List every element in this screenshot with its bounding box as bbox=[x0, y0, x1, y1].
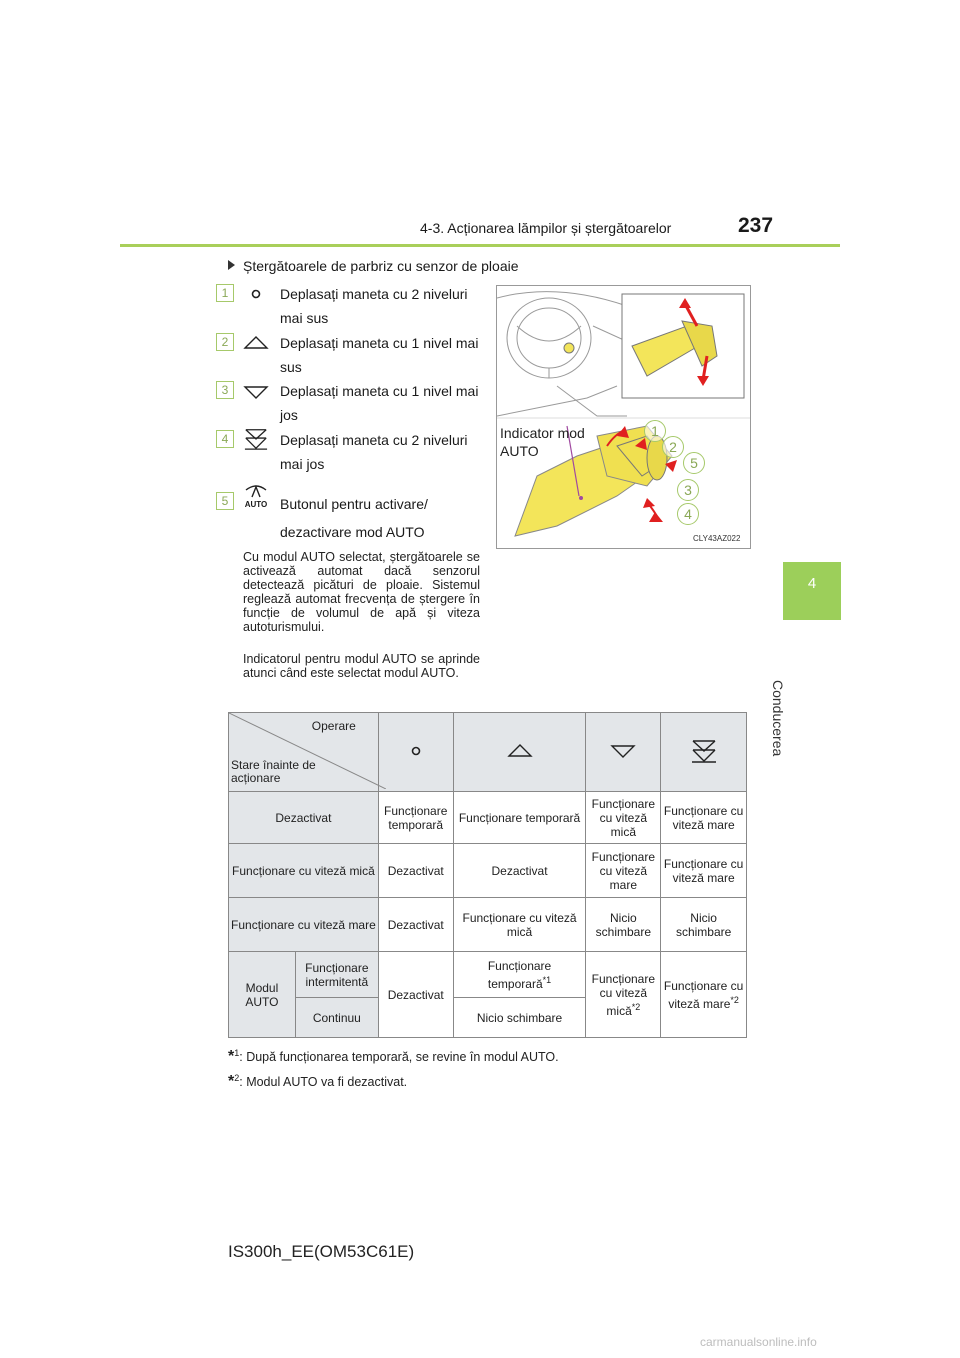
page-number: 237 bbox=[738, 214, 774, 237]
item-number-3: 3 bbox=[216, 381, 234, 399]
table-cell: Dezactivat bbox=[453, 844, 586, 898]
watermark: carmanualsonline.info bbox=[700, 1335, 817, 1349]
callout-1: 1 bbox=[644, 420, 666, 442]
callout-2: 2 bbox=[662, 436, 684, 458]
header-one-up bbox=[453, 713, 586, 792]
table-cell: Dezactivat bbox=[378, 844, 453, 898]
table-row-auto-intermittent bbox=[229, 952, 747, 998]
operation-table bbox=[228, 712, 747, 1038]
item-3-line-2: jos bbox=[280, 407, 298, 423]
row-state: Funcționare cu viteză mare bbox=[229, 898, 379, 952]
table-cell: Dezactivat bbox=[378, 898, 453, 952]
table-cell: Funcționare cu viteză mare bbox=[661, 844, 747, 898]
item-2-line-1: Deplasați maneta cu 1 nivel mai bbox=[280, 335, 479, 351]
auto-indicator-label bbox=[500, 424, 585, 460]
auto-wiper-icon bbox=[240, 482, 272, 512]
table-cell bbox=[453, 952, 586, 998]
high-speed-text: Funcționare cu viteză mare bbox=[663, 978, 744, 1011]
auto-wiper-arc-icon bbox=[240, 482, 272, 502]
low-speed-text: Funcționare cu viteză mică bbox=[591, 971, 656, 1018]
wiper-lever-illustration bbox=[496, 285, 751, 549]
lever-up-one-icon bbox=[240, 332, 272, 356]
bullet-triangle-icon bbox=[228, 260, 235, 270]
callout-5: 5 bbox=[683, 452, 705, 474]
auto-indicator-description: Indicatorul pentru modul AUTO se aprinde atunci când este selectat modul AUTO. bbox=[243, 652, 480, 680]
item-1-line-1: Deplasați maneta cu 2 niveluri bbox=[280, 286, 468, 302]
auto-intermittent-label: Funcționare intermitentă bbox=[295, 952, 378, 998]
intro-heading bbox=[228, 258, 519, 274]
corner-operation-label: Operare bbox=[311, 719, 356, 733]
table-cell: Funcționare cu viteză mare bbox=[661, 792, 747, 844]
auto-indicator-label-line-1: Indicator mod bbox=[500, 425, 585, 441]
table-cell: Nicio schimbare bbox=[661, 898, 747, 952]
item-number-2: 2 bbox=[216, 333, 234, 351]
item-5-line-2: dezactivare mod AUTO bbox=[280, 524, 425, 540]
table-corner-cell bbox=[229, 713, 379, 792]
footnote-mark-2: *2 bbox=[730, 994, 739, 1005]
table-cell: Nicio schimbare bbox=[586, 898, 661, 952]
header-divider bbox=[120, 244, 840, 247]
chapter-number: 4 bbox=[807, 575, 817, 592]
wiper-mist-icon bbox=[401, 738, 431, 764]
item-3-line-1: Deplasați maneta cu 1 nivel mai bbox=[280, 383, 479, 399]
header-two-down bbox=[661, 713, 747, 792]
section-title: 4-3. Acționarea lămpilor și ștergătoarelor bbox=[420, 220, 672, 236]
lever-up-one-icon bbox=[505, 738, 535, 764]
table-cell: Funcționare temporară bbox=[378, 792, 453, 844]
footnote-2 bbox=[228, 1073, 407, 1091]
temporary-operation-text: Funcționare temporară bbox=[487, 958, 552, 991]
illustration-code: CLY43AZ022 bbox=[693, 534, 741, 543]
auto-continuous-label: Continuu bbox=[295, 998, 378, 1038]
table-row bbox=[229, 792, 747, 844]
footnote-2-asterisk: * bbox=[228, 1073, 235, 1091]
auto-icon-label: AUTO bbox=[244, 500, 268, 509]
footnote-1-asterisk: * bbox=[228, 1048, 235, 1066]
table-cell: Funcționare cu viteză mare bbox=[586, 844, 661, 898]
item-number-5: 5 bbox=[216, 492, 234, 510]
table-cell bbox=[661, 952, 747, 1038]
auto-indicator-label-line-2: AUTO bbox=[500, 443, 539, 459]
footnote-2-number: 2 bbox=[234, 1073, 240, 1083]
item-number-1: 1 bbox=[216, 284, 234, 302]
callout-3: 3 bbox=[677, 479, 699, 501]
table-row bbox=[229, 844, 747, 898]
footnote-mark-2: *2 bbox=[631, 1001, 641, 1012]
item-4-line-2: mai jos bbox=[280, 456, 325, 472]
row-state: Dezactivat bbox=[229, 792, 379, 844]
chapter-label bbox=[770, 680, 808, 757]
lever-down-two-icon bbox=[240, 427, 272, 451]
table-cell: Funcționare cu viteză mică bbox=[586, 792, 661, 844]
auto-mode-label: Modul AUTO bbox=[229, 952, 296, 1038]
corner-state-label: Stare înainte de acționare bbox=[231, 758, 316, 785]
header-two-up bbox=[378, 713, 453, 792]
item-2-line-2: sus bbox=[280, 359, 302, 375]
lever-down-two-icon bbox=[689, 738, 719, 764]
item-number-4: 4 bbox=[216, 430, 234, 448]
table-header-row bbox=[229, 713, 747, 792]
footer-model-code: IS300h_EE(OM53C61E) bbox=[228, 1242, 415, 1261]
item-text-5 bbox=[280, 490, 480, 546]
item-text-2 bbox=[280, 331, 480, 379]
auto-mode-description: Cu modul AUTO selectat, ștergătoarele se activează automat dacă senzorul detectează picături de ploaie. Sistemul reglează automat frecvența de ștergere în funcție de volumul de apă și viteza autoturismului. bbox=[243, 550, 480, 634]
item-text-1 bbox=[280, 282, 480, 330]
table-row bbox=[229, 898, 747, 952]
chapter-label-text: Conducerea bbox=[770, 680, 786, 757]
footnote-1-text: : După funcționarea temporară, se revine în modul AUTO. bbox=[239, 1050, 559, 1065]
footnote-1-number: 1 bbox=[234, 1048, 240, 1058]
row-state: Funcționare cu viteză mică bbox=[229, 844, 379, 898]
header-one-down bbox=[586, 713, 661, 792]
footnote-2-text: : Modul AUTO va fi dezactivat. bbox=[239, 1075, 408, 1090]
table-cell: Nicio schimbare bbox=[453, 998, 586, 1038]
item-4-line-1: Deplasați maneta cu 2 niveluri bbox=[280, 432, 468, 448]
table-cell: Funcționare temporară bbox=[453, 792, 586, 844]
wiper-mist-icon bbox=[240, 284, 272, 308]
item-1-line-2: mai sus bbox=[280, 310, 329, 326]
lever-down-one-icon bbox=[608, 738, 638, 764]
illustration-drawing bbox=[497, 286, 750, 548]
lever-down-one-icon bbox=[240, 380, 272, 404]
item-text-4 bbox=[280, 428, 480, 476]
intro-text: Ștergătoarele de parbriz cu senzor de ploaie bbox=[243, 258, 519, 274]
table-cell: Funcționare cu viteză mică bbox=[453, 898, 586, 952]
item-5-line-1: Butonul pentru activare/ bbox=[280, 496, 428, 512]
footnote-1 bbox=[228, 1048, 559, 1066]
table-cell bbox=[586, 952, 661, 1038]
footnote-mark-1: *1 bbox=[542, 974, 552, 985]
item-text-3 bbox=[280, 379, 480, 427]
table-cell: Dezactivat bbox=[378, 952, 453, 1038]
callout-4: 4 bbox=[677, 503, 699, 525]
